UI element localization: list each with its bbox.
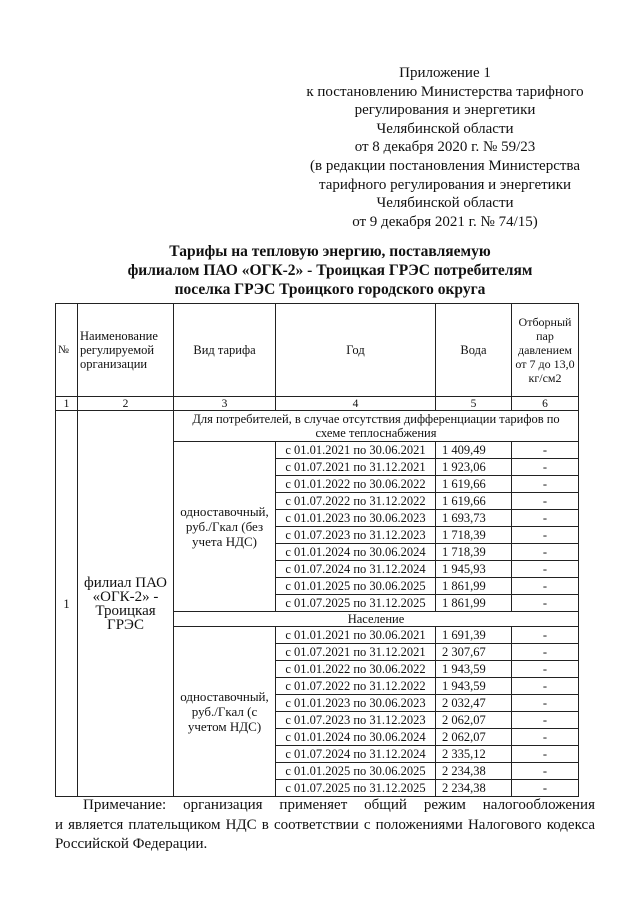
steam-tariff-cell: -	[512, 695, 579, 712]
footnote-rest: и является плательщиком НДС в соответствии с положениями Налогового кодекса Российской Федерации.	[55, 816, 595, 852]
column-number: 2	[78, 397, 174, 411]
organization-name: филиал ПАО «ОГК-2» - Троицкая ГРЭС	[78, 411, 174, 797]
water-tariff-cell: 1 718,39	[436, 544, 512, 561]
header-line: Приложение 1	[399, 65, 491, 81]
steam-tariff-cell: -	[512, 510, 579, 527]
steam-tariff-cell: -	[512, 595, 579, 612]
footnote	[55, 796, 595, 855]
title-line: филиалом ПАО «ОГК-2» - Троицкая ГРЭС потребителям	[127, 262, 533, 279]
steam-tariff-cell: -	[512, 712, 579, 729]
column-number: 6	[512, 397, 579, 411]
water-tariff-cell: 1 943,59	[436, 678, 512, 695]
section-heading-row	[56, 411, 579, 442]
column-number: 3	[174, 397, 276, 411]
section-heading: Население	[174, 612, 579, 627]
header-line: Челябинской области	[376, 195, 514, 212]
period-cell: с 01.01.2024 по 30.06.2024	[276, 729, 436, 746]
column-number: 1	[56, 397, 78, 411]
period-cell: с 01.01.2022 по 30.06.2022	[276, 661, 436, 678]
water-tariff-cell: 2 234,38	[436, 780, 512, 797]
period-cell: с 01.01.2024 по 30.06.2024	[276, 544, 436, 561]
steam-tariff-cell: -	[512, 780, 579, 797]
footnote-line1: Примечание: организация применяет общий режим налогообложения	[83, 797, 595, 813]
column-number: 4	[276, 397, 436, 411]
steam-tariff-cell: -	[512, 678, 579, 695]
steam-tariff-cell: -	[512, 729, 579, 746]
steam-tariff-cell: -	[512, 459, 579, 476]
water-tariff-cell: 2 032,47	[436, 695, 512, 712]
water-tariff-cell: 1 409,49	[436, 442, 512, 459]
steam-tariff-cell: -	[512, 578, 579, 595]
period-cell: с 01.01.2023 по 30.06.2023	[276, 510, 436, 527]
col-header-steam: Отборный пар давлением от 7 до 13,0 кг/см2	[512, 304, 579, 397]
table-header-row	[56, 304, 579, 397]
steam-tariff-cell: -	[512, 746, 579, 763]
header-line: к постановлению Министерства тарифного	[306, 83, 584, 100]
header-line: Челябинской области	[376, 120, 514, 137]
steam-tariff-cell: -	[512, 442, 579, 459]
document-title	[60, 242, 600, 299]
tariff-type: одноставочный, руб./Гкал (без учета НДС)	[174, 442, 276, 612]
water-tariff-cell: 1 619,66	[436, 476, 512, 493]
period-cell: с 01.07.2025 по 31.12.2025	[276, 595, 436, 612]
water-tariff-cell: 1 943,59	[436, 661, 512, 678]
col-header-organization: Наименование регулируемой организации	[78, 304, 174, 397]
period-cell: с 01.07.2025 по 31.12.2025	[276, 780, 436, 797]
title-line: Тарифы на тепловую энергию, поставляемую	[169, 243, 491, 260]
column-number-row	[56, 397, 579, 411]
period-cell: с 01.07.2022 по 31.12.2022	[276, 678, 436, 695]
tariff-table	[55, 303, 579, 797]
period-cell: с 01.01.2021 по 30.06.2021	[276, 627, 436, 644]
water-tariff-cell: 2 234,38	[436, 763, 512, 780]
water-tariff-cell: 2 062,07	[436, 712, 512, 729]
period-cell: с 01.07.2021 по 31.12.2021	[276, 459, 436, 476]
header-line: (в редакции постановления Министерства	[310, 157, 580, 174]
water-tariff-cell: 1 923,06	[436, 459, 512, 476]
water-tariff-cell: 1 861,99	[436, 595, 512, 612]
steam-tariff-cell: -	[512, 493, 579, 510]
steam-tariff-cell: -	[512, 527, 579, 544]
period-cell: с 01.01.2022 по 30.06.2022	[276, 476, 436, 493]
steam-tariff-cell: -	[512, 561, 579, 578]
water-tariff-cell: 1 945,93	[436, 561, 512, 578]
water-tariff-cell: 1 861,99	[436, 578, 512, 595]
steam-tariff-cell: -	[512, 627, 579, 644]
water-tariff-cell: 1 693,73	[436, 510, 512, 527]
tariff-type: одноставочный, руб./Гкал (с учетом НДС)	[174, 627, 276, 797]
column-number: 5	[436, 397, 512, 411]
header-line: от 8 декабря 2020 г. № 59/23	[354, 139, 536, 156]
period-cell: с 01.07.2022 по 31.12.2022	[276, 493, 436, 510]
col-header-number: №	[56, 304, 78, 397]
period-cell: с 01.01.2025 по 30.06.2025	[276, 578, 436, 595]
steam-tariff-cell: -	[512, 644, 579, 661]
water-tariff-cell: 2 307,67	[436, 644, 512, 661]
period-cell: с 01.07.2024 по 31.12.2024	[276, 561, 436, 578]
period-cell: с 01.01.2021 по 30.06.2021	[276, 442, 436, 459]
water-tariff-cell: 1 718,39	[436, 527, 512, 544]
steam-tariff-cell: -	[512, 763, 579, 780]
col-header-water: Вода	[436, 304, 512, 397]
row-number: 1	[56, 411, 78, 797]
period-cell: с 01.07.2024 по 31.12.2024	[276, 746, 436, 763]
period-cell: с 01.07.2021 по 31.12.2021	[276, 644, 436, 661]
water-tariff-cell: 2 335,12	[436, 746, 512, 763]
water-tariff-cell: 2 062,07	[436, 729, 512, 746]
header-line: тарифного регулирования и энергетики	[318, 176, 572, 193]
header-line: от 9 декабря 2021 г. № 74/15)	[352, 213, 538, 230]
water-tariff-cell: 1 691,39	[436, 627, 512, 644]
water-tariff-cell: 1 619,66	[436, 493, 512, 510]
steam-tariff-cell: -	[512, 661, 579, 678]
section-heading: Для потребителей, в случае отсутствия дифференциации тарифов по схеме теплоснабжения	[174, 411, 579, 442]
appendix-header	[280, 64, 610, 231]
period-cell: с 01.07.2023 по 31.12.2023	[276, 527, 436, 544]
period-cell: с 01.01.2025 по 30.06.2025	[276, 763, 436, 780]
period-cell: с 01.07.2023 по 31.12.2023	[276, 712, 436, 729]
col-header-tariff-type: Вид тарифа	[174, 304, 276, 397]
title-line: поселка ГРЭС Троицкого городского округа	[174, 281, 486, 298]
steam-tariff-cell: -	[512, 544, 579, 561]
header-line: регулирования и энергетики	[354, 102, 536, 119]
col-header-year: Год	[276, 304, 436, 397]
steam-tariff-cell: -	[512, 476, 579, 493]
period-cell: с 01.01.2023 по 30.06.2023	[276, 695, 436, 712]
